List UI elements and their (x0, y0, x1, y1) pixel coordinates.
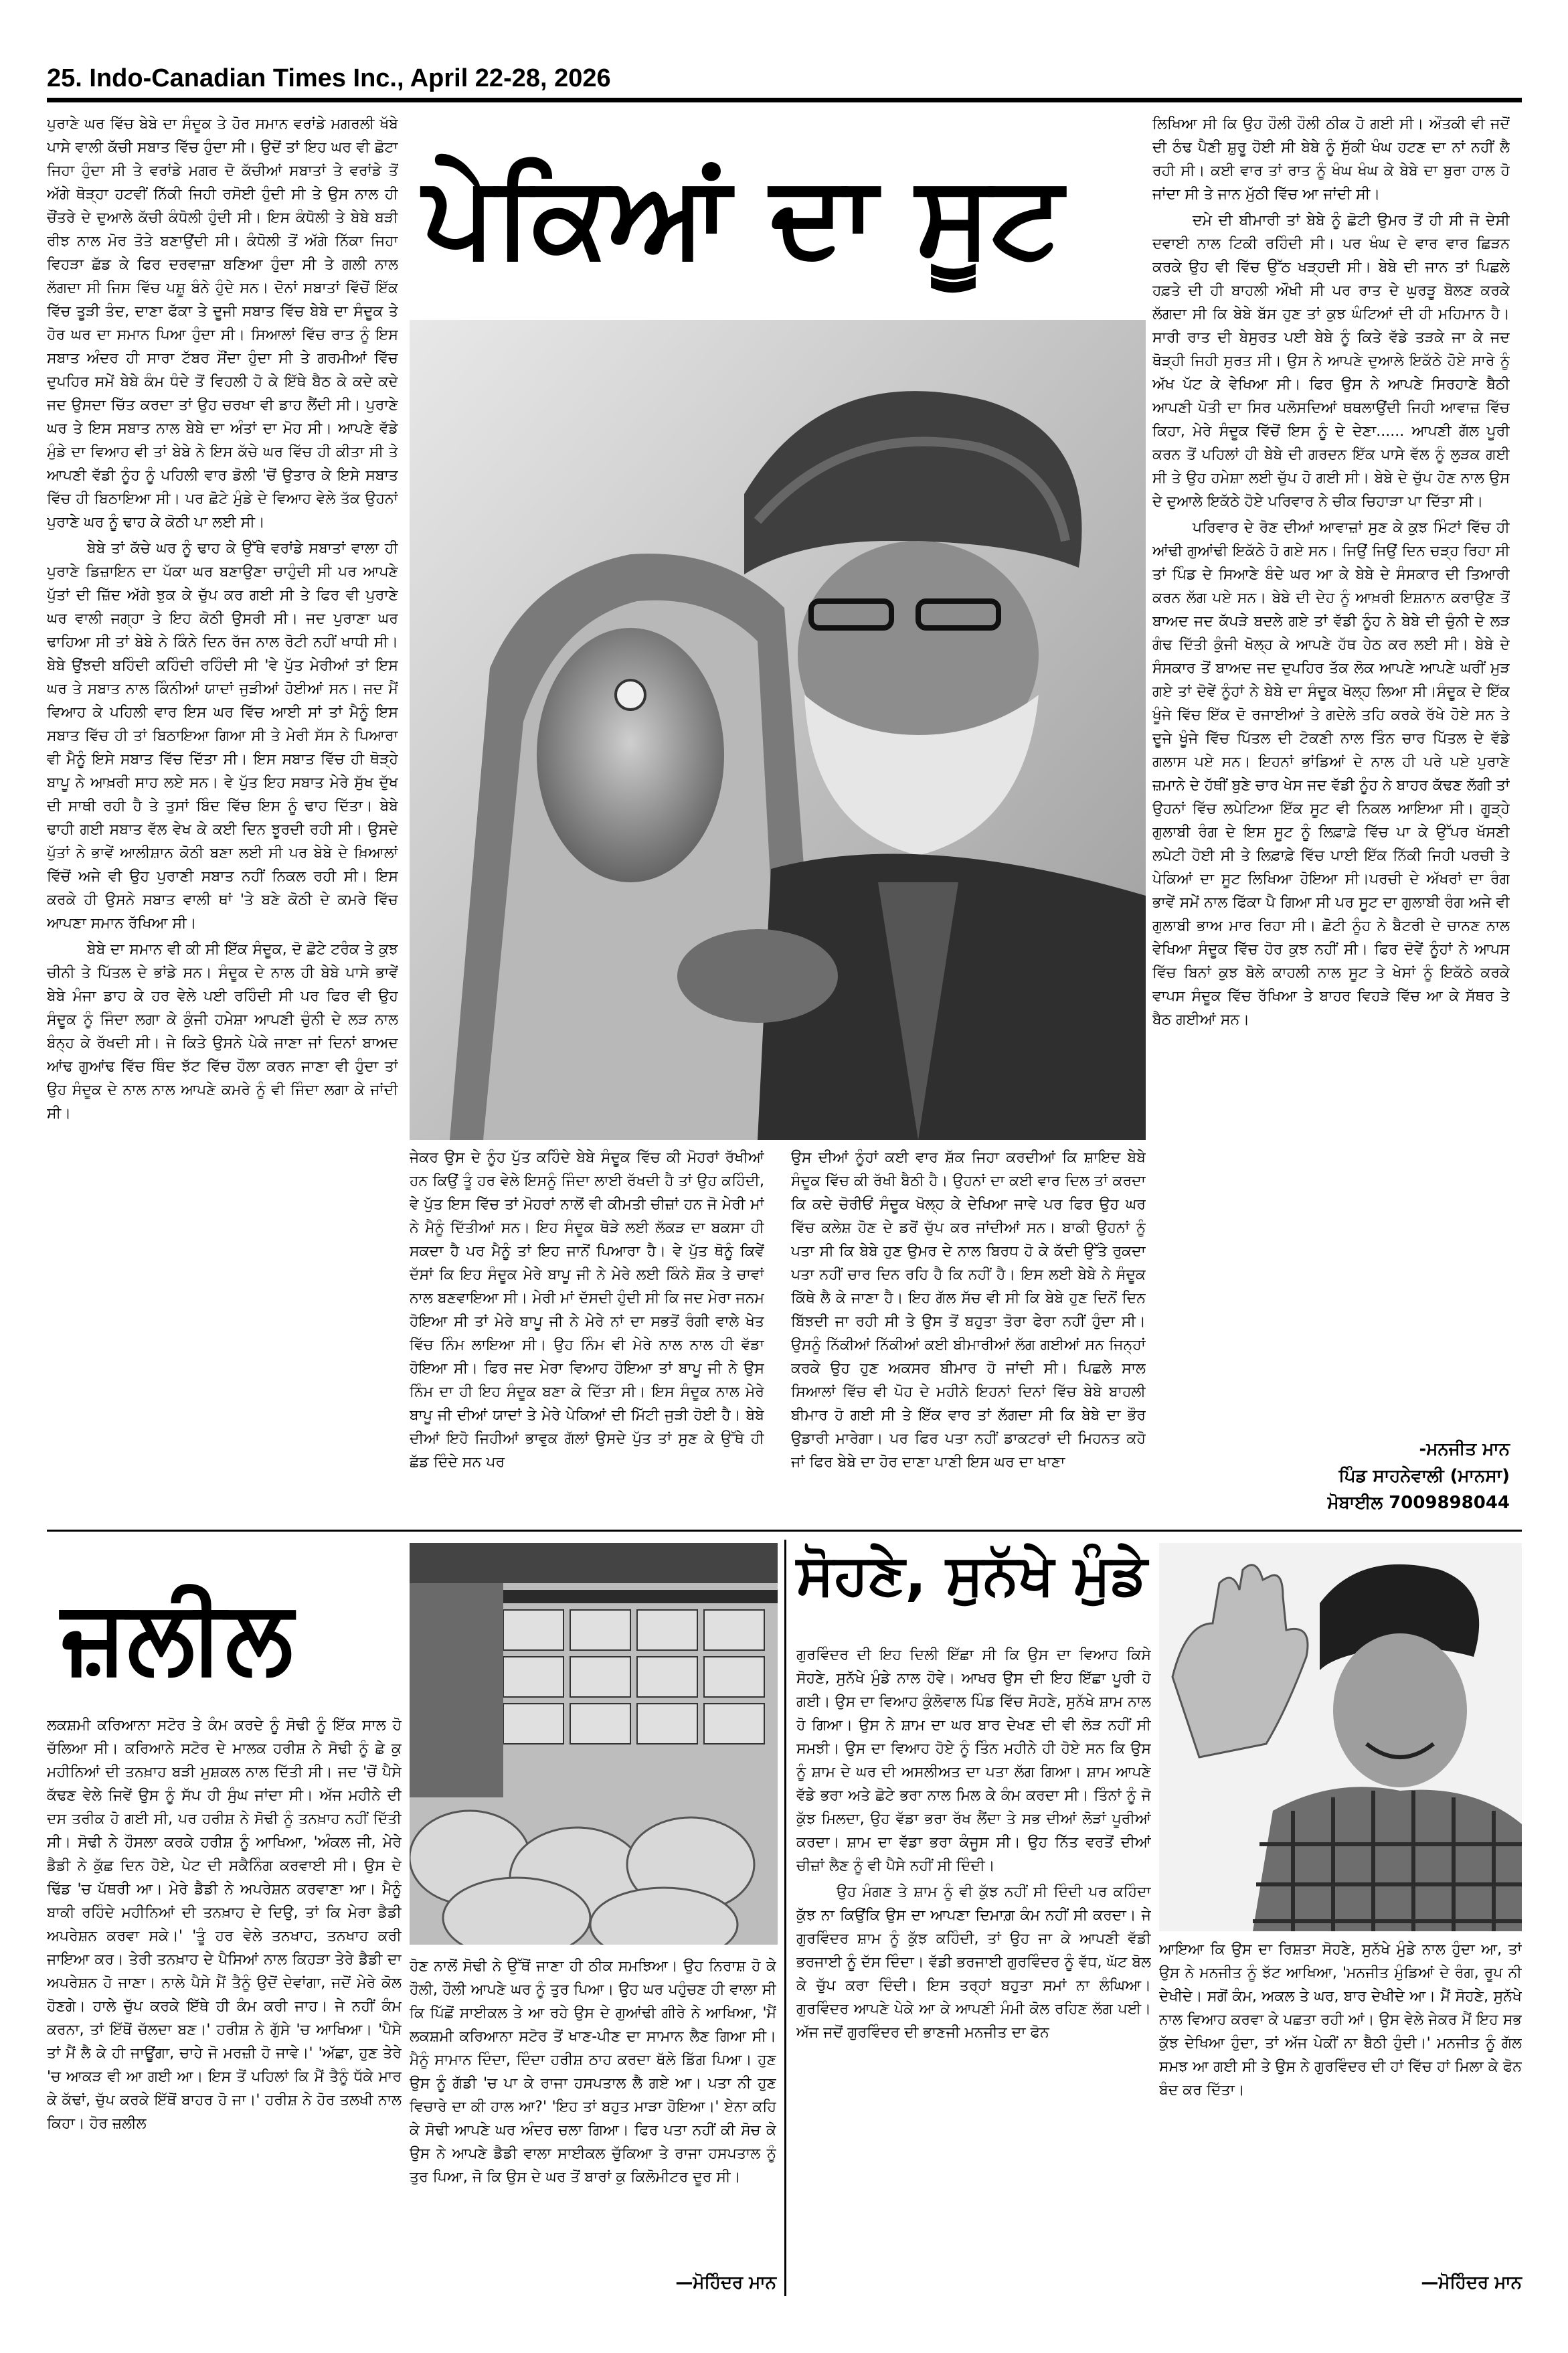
story3-col2 (1159, 1938, 1522, 2273)
grocery-store-shelves-photo (410, 1543, 778, 1945)
story2-col1 (47, 1714, 402, 2296)
column-divider (784, 1540, 786, 2296)
story1-col3 (791, 1146, 1146, 1477)
story1-photo (410, 320, 1146, 1140)
story3-photo (1159, 1543, 1522, 1931)
story3-col2-para: ਆਇਆ ਕਿ ਉਸ ਦਾ ਰਿਸ਼ਤਾ ਸੋਹਣੇ, ਸੁਨੱਖੇ ਮੁੰਡੇ ਨਾਲ ਹੁੰਦਾ ਆ, ਤਾਂ ਉਸ ਨੇ ਮਨਜੀਤ ਨੂੰ ਝੱਟ ਆਖਿਆ, 'ਮਨਜੀਤ ਮੁੰਡਿਆਂ ਦੇ ਰੰਗ, ਰੂਪ ਨੀ ਦੇਖੀਦੇ। ਸਗੋਂ ਕੰਮ, ਅਕਲ ਤੇ ਘਰ, ਬਾਰ ਦੇਖੀਦੇ ਆ। ਮੈਂ ਸੋਹਣੇ, ਸੁਨੱਖੇ ਨਾਲ ਵਿਆਹ ਕਰਵਾ ਕੇ ਪਛਤਾ ਰਹੀ ਆਂ। ਉਸ ਵੇਲੇ ਜੇਕਰ ਮੈਂ ਇਹ ਸਭ ਕੁੱਝ ਦੇਖਿਆ ਹੁੰਦਾ, ਤਾਂ ਅੱਜ ਪੇਕੀਂ ਨਾ ਬੈਠੀ ਹੁੰਦੀ।' ਮਨਜੀਤ ਨੂੰ ਗੱਲ ਸਮਝ ਆ ਗਈ ਸੀ ਤੇ ਉਸ ਨੇ ਗੁਰਵਿੰਦਰ ਦੀ ਹਾਂ ਵਿੱਚ ਹਾਂ ਮਿਲਾ ਕੇ ਫੋਨ ਬੰਦ ਕਰ ਦਿੱਤਾ। (1159, 1941, 1522, 2099)
story1-col1-para: ਪੁਰਾਣੇ ਘਰ ਵਿੱਚ ਬੇਬੇ ਦਾ ਸੰਦੂਕ ਤੇ ਹੋਰ ਸਮਾਨ ਵਰਾਂਡੇ ਮਗਰਲੀ ਖੱਬੇ ਪਾਸੇ ਵਾਲੀ ਕੱਚੀ ਸਬਾਤ ਵਿੱਚ ਹੁੰਦਾ ਸੀ। ਉਦੋਂ ਤਾਂ ਇਹ ਘਰ ਵੀ ਛੋਟਾ ਜਿਹਾ ਹੁੰਦਾ ਸੀ ਤੇ ਵਰਾਂਡੇ ਮਗਰ ਦੋ ਕੱਚੀਆਂ ਸਬਾਤਾਂ ਤੇ ਵਰਾਂਡੇ ਤੋਂ ਅੱਗੇ ਥੋੜ੍ਹਾ ਹਟਵੀਂ ਨਿੱਕੀ ਜਿਹੀ ਰਸੋਈ ਹੁੰਦੀ ਸੀ ਤੇ ਉਸ ਨਾਲ ਹੀ ਚੌਂਤਰੇ ਦੇ ਦੁਆਲੇ ਕੱਚੀ ਕੰਧੋਲੀ ਹੁੰਦੀ ਸੀ। ਇਸ ਕੰਧੋਲੀ ਤੇ ਬੇਬੇ ਬੜੀ ਰੀਝ ਨਾਲ ਮੋਰ ਤੋਤੇ ਬਣਾਉਂਦੀ ਸੀ। ਕੰਧੋਲੀ ਤੋਂ ਅੱਗੇ ਨਿੱਕਾ ਜਿਹਾ ਵਿਹੜਾ ਛੱਡ ਕੇ ਫਿਰ ਦਰਵਾਜ਼ਾ ਬਣਿਆ ਹੁੰਦਾ ਸੀ ਤੇ ਗਲੀ ਨਾਲ ਲੱਗਦਾ ਸੀ ਜਿਸ ਵਿੱਚ ਪਸ਼ੂ ਬੰਨੇ ਹੁੰਦੇ ਸਨ। ਦੋਨਾਂ ਸਬਾਤਾਂ ਵਿੱਚੋਂ ਇੱਕ ਵਿੱਚ ਤੂੜੀ ਤੰਦ, ਦਾਣਾ ਫੱਕਾ ਤੇ ਦੂਜੀ ਸਬਾਤ ਵਿੱਚ ਬੇਬੇ ਦਾ ਸੰਦੂਕ ਤੇ ਹੋਰ ਘਰ ਦਾ ਸਮਾਨ ਪਿਆ ਹੁੰਦਾ ਸੀ। ਸਿਆਲਾਂ ਵਿੱਚ ਰਾਤ ਨੂੰ ਇਸ ਸਬਾਤ ਅੰਦਰ ਹੀ ਸਾਰਾ ਟੱਬਰ ਸੌਂਦਾ ਹੁੰਦਾ ਸੀ ਤੇ ਗਰਮੀਆਂ ਵਿੱਚ ਦੁਪਹਿਰ ਸਮੇਂ ਬੇਬੇ ਕੰਮ ਧੰਦੇ ਤੋਂ ਵਿਹਲੀ ਹੋ ਕੇ ਇੱਥੇ ਬੈਠ ਕੇ ਕਦੇ ਕਦੇ ਜਦ ਉਸਦਾ ਚਿੱਤ ਕਰਦਾ ਤਾਂ ਉਹ ਚਰਖਾ ਵੀ ਡਾਹ ਲੈਂਦੀ ਸੀ। ਪੁਰਾਣੇ ਘਰ ਤੇ ਇਸ ਸਬਾਤ ਨਾਲ ਬੇਬੇ ਦਾ ਅੰਤਾਂ ਦਾ ਮੋਹ ਸੀ। ਆਪਣੇ ਵੱਡੇ ਮੁੰਡੇ ਦਾ ਵਿਆਹ ਵੀ ਤਾਂ ਬੇਬੇ ਨੇ ਇਸ ਕੱਚੇ ਘਰ ਵਿੱਚ ਹੀ ਕੀਤਾ ਸੀ ਤੇ ਆਪਣੀ ਵੱਡੀ ਨੂੰਹ ਨੂੰ ਪਹਿਲੀ ਵਾਰ ਡੋਲੀ 'ਚੋਂ ਉਤਾਰ ਕੇ ਇਸੇ ਸਬਾਤ ਵਿੱਚ ਹੀ ਬਿਠਾਇਆ ਸੀ। ਪਰ ਛੋਟੇ ਮੁੰਡੇ ਦੇ ਵਿਆਹ ਵੇਲੇ ਤੱਕ ਉਹਨਾਂ ਪੁਰਾਣੇ ਘਰ ਨੂੰ ਢਾਹ ਕੇ ਕੋਠੀ ਪਾ ਲਈ ਸੀ। (47, 116, 398, 531)
story1-byline-phone: ਮੋਬਾਈਲ 7009898044 (1327, 1493, 1510, 1513)
story1-byline-author: -ਮਨਜੀਤ ਮਾਨ (1419, 1439, 1510, 1459)
story3-headline: ਸੋਹਣੇ, ਸੁਨੱਖੇ ਮੁੰਡੇ (796, 1542, 1148, 1607)
young-man-waving-photo (1159, 1543, 1522, 1931)
story2-photo (410, 1543, 778, 1945)
story2-col1-para: ਲਕਸ਼ਮੀ ਕਰਿਆਨਾ ਸਟੋਰ ਤੇ ਕੰਮ ਕਰਦੇ ਨੂੰ ਸੋਢੀ ਨੂੰ ਇੱਕ ਸਾਲ ਹੋ ਚੱਲਿਆ ਸੀ। ਕਰਿਆਨੇ ਸਟੋਰ ਦੇ ਮਾਲਕ ਹਰੀਸ਼ ਨੇ ਸੋਢੀ ਨੂੰ ਛੇ ਕੁ ਮਹੀਨਿਆਂ ਦੀ ਤਨਖ਼ਾਹ ਬੜੀ ਮੁਸ਼ਕਲ ਨਾਲ ਦਿੱਤੀ ਸੀ। ਜਦ 'ਚੋਂ ਪੈਸੇ ਕੱਢਣ ਵੇਲੇ ਜਿਵੇਂ ਉਸ ਨੂੰ ਸੱਪ ਹੀ ਸੁੰਘ ਜਾਂਦਾ ਸੀ। ਅੱਜ ਮਹੀਨੇ ਦੀ ਦਸ ਤਰੀਕ ਹੋ ਗਈ ਸੀ, ਪਰ ਹਰੀਸ਼ ਨੇ ਸੋਢੀ ਨੂੰ ਤਨਖ਼ਾਹ ਨਹੀਂ ਦਿੱਤੀ ਸੀ। ਸੋਢੀ ਨੇ ਹੌਸਲਾ ਕਰਕੇ ਹਰੀਸ਼ ਨੂੰ ਆਖਿਆ, 'ਅੰਕਲ ਜੀ, ਮੇਰੇ ਡੈਡੀ ਨੇ ਕੁੱਛ ਦਿਨ ਹੋਏ, ਪੇਟ ਦੀ ਸਕੈਨਿੰਗ ਕਰਵਾਈ ਸੀ। ਉਸ ਦੇ ਢਿੱਡ 'ਚ ਪੱਥਰੀ ਆ। ਮੇਰੇ ਡੈਡੀ ਨੇ ਅਪਰੇਸ਼ਨ ਕਰਵਾਣਾ ਆ। ਮੈਨੂੰ ਬਾਕੀ ਰਹਿੰਦੇ ਮਹੀਨਿਆਂ ਦੀ ਤਨਖ਼ਾਹ ਦੇ ਦਿਉ, ਤਾਂ ਕਿ ਮੇਰਾ ਡੈਡੀ ਅਪਰੇਸ਼ਨ ਕਰਵਾ ਸਕੇ।' 'ਤੂੰ ਹਰ ਵੇਲੇ ਤਨਖਾਹ, ਤਨਖਾਹ ਕਰੀ ਜਾਇਆ ਕਰ। ਤੇਰੀ ਤਨਖ਼ਾਹ ਦੇ ਪੈਸਿਆਂ ਨਾਲ ਕਿਹੜਾ ਤੇਰੇ ਡੈਡੀ ਦਾ ਅਪਰੇਸ਼ਨ ਹੋ ਜਾਣਾ। ਨਾਲੇ ਪੈਸੇ ਮੈਂ ਤੈਨੂੰ ਉਦੋਂ ਦੇਵਾਂਗਾ, ਜਦੋਂ ਮੇਰੇ ਕੋਲ ਹੋਣਗੇ। ਹਾਲੇ ਚੁੱਪ ਕਰਕੇ ਇੱਥੇ ਹੀ ਕੰਮ ਕਰੀ ਜਾਹ। ਜੇ ਨਹੀਂ ਕੰਮ ਕਰਨਾ, ਤਾਂ ਇੱਥੋਂ ਚੱਲਦਾ ਬਣ।' ਹਰੀਸ਼ ਨੇ ਗੁੱਸੇ 'ਚ ਆਖਿਆ। 'ਪੈਸੇ ਤਾਂ ਮੈਂ ਲੈ ਕੇ ਹੀ ਜਾਊਂਗਾ, ਚਾਹੇ ਜੋ ਮਰਜ਼ੀ ਹੋ ਜਾਵੇ।' 'ਅੱਛਾ, ਹੁਣ ਤੇਰੇ 'ਚ ਆਕੜ ਵੀ ਆ ਗਈ ਆ। ਇਸ ਤੋਂ ਪਹਿਲਾਂ ਕਿ ਮੈਂ ਤੈਨੂੰ ਧੱਕੇ ਮਾਰ ਕੇ ਕੱਢਾਂ, ਚੁੱਪ ਕਰਕੇ ਇੱਥੋਂ ਬਾਹਰ ਹੋ ਜਾ।' ਹਰੀਸ਼ ਨੇ ਹੋਰ ਤਲਖੀ ਨਾਲ ਕਿਹਾ। ਹੋਰ ਜ਼ਲੀਲ (47, 1717, 402, 2132)
story3-byline: —ਮੋਹਿੰਦਰ ਮਾਨ (1421, 2273, 1522, 2293)
story1-col2-para: ਜੇਕਰ ਉਸ ਦੇ ਨੂੰਹ ਪੁੱਤ ਕਹਿੰਦੇ ਬੇਬੇ ਸੰਦੂਕ ਵਿੱਚ ਕੀ ਮੋਹਰਾਂ ਰੱਖੀਆਂ ਹਨ ਕਿਉਂ ਤੂੰ ਹਰ ਵੇਲੇ ਇਸਨੂੰ ਜਿੰਦਾ ਲਾਈ ਰੱਖਦੀ ਹੈ ਤਾਂ ਉਹ ਕਹਿੰਦੀ, ਵੇ ਪੁੱਤ ਇਸ ਵਿੱਚ ਤਾਂ ਮੋਹਰਾਂ ਨਾਲੋਂ ਵੀ ਕੀਮਤੀ ਚੀਜ਼ਾਂ ਹਨ ਜੋ ਮੇਰੀ ਮਾਂ ਨੇ ਮੈਨੂੰ ਦਿੱਤੀਆਂ ਸਨ। ਇਹ ਸੰਦੂਕ ਥੋੜੇ ਲਈ ਲੱਕੜ ਦਾ ਬਕਸਾ ਹੀ ਸਕਦਾ ਹੈ ਪਰ ਮੈਨੂੰ ਤਾਂ ਇਹ ਜਾਨੋਂ ਪਿਆਰਾ ਹੈ। ਵੇ ਪੁੱਤ ਥੋਨੂੰ ਕਿਵੇਂ ਦੱਸਾਂ ਕਿ ਇਹ ਸੰਦੂਕ ਮੇਰੇ ਬਾਪੂ ਜੀ ਨੇ ਮੇਰੇ ਲਈ ਕਿੰਨੇ ਸ਼ੌਕ ਤੇ ਚਾਵਾਂ ਨਾਲ ਬਣਵਾਇਆ ਸੀ। ਮੇਰੀ ਮਾਂ ਦੱਸਦੀ ਹੁੰਦੀ ਸੀ ਕਿ ਜਦ ਮੇਰਾ ਜਨਮ ਹੋਇਆ ਸੀ ਤਾਂ ਮੇਰੇ ਬਾਪੂ ਜੀ ਨੇ ਮੇਰੇ ਨਾਂ ਦਾ ਸਭਤੋਂ ਰੰਗੀ ਵਾਲੇ ਖੇਤ ਵਿੱਚ ਨਿੰਮ ਲਾਇਆ ਸੀ। ਉਹ ਨਿੰਮ ਵੀ ਮੇਰੇ ਨਾਲ ਨਾਲ ਹੀ ਵੱਡਾ ਹੋਇਆ ਸੀ। ਫਿਰ ਜਦ ਮੇਰਾ ਵਿਆਹ ਹੋਇਆ ਤਾਂ ਬਾਪੂ ਜੀ ਨੇ ਉਸ ਨਿੰਮ ਦਾ ਹੀ ਇਹ ਸੰਦੂਕ ਬਣਾ ਕੇ ਦਿੱਤਾ ਸੀ। ਇਸ ਸੰਦੂਕ ਨਾਲ ਮੇਰੇ ਬਾਪੂ ਜੀ ਦੀਆਂ ਯਾਦਾਂ ਤੇ ਮੇਰੇ ਪੇਕਿਆਂ ਦੀ ਮਿੱਟੀ ਜੁੜੀ ਹੋਈ ਹੈ। ਬੇਬੇ ਦੀਆਂ ਇਹੋ ਜਿਹੀਆਂ ਭਾਵੁਕ ਗੱਲਾਂ ਉਸਦੇ ਪੁੱਤ ਤਾਂ ਸੁਣ ਕੇ ਉੱਥੇ ਹੀ ਛੱਡ ਦਿੰਦੇ ਸਨ ਪਰ (410, 1149, 764, 1471)
story1-headline: ਪੇਕਿਆਂ ਦਾ ਸੂਟ (423, 150, 1063, 281)
story1-col4-para: ਪਰਿਵਾਰ ਦੇ ਰੋਣ ਦੀਆਂ ਆਵਾਜ਼ਾਂ ਸੁਣ ਕੇ ਕੁਝ ਮਿੰਟਾਂ ਵਿੱਚ ਹੀ ਆਂਢੀ ਗੁਆਂਢੀ ਇਕੱਠੇ ਹੋ ਗਏ ਸਨ। ਜਿਉਂ ਜਿਉਂ ਦਿਨ ਚੜ੍ਹ ਰਿਹਾ ਸੀ ਤਾਂ ਪਿੰਡ ਦੇ ਸਿਆਣੇ ਬੰਦੇ ਘਰ ਆ ਕੇ ਬੇਬੇ ਦੇ ਸੰਸਕਾਰ ਦੀ ਤਿਆਰੀ ਕਰਨ ਲੱਗ ਪਏ ਸਨ। ਬੇਬੇ ਦੀ ਦੇਹ ਨੂੰ ਆਖ਼ਰੀ ਇਸ਼ਨਾਨ ਕਰਾਉਣ ਤੋਂ ਬਾਅਦ ਜਦ ਕੱਪੜੇ ਬਦਲੇ ਗਏ ਤਾਂ ਵੱਡੀ ਨੂੰਹ ਨੇ ਬੇਬੇ ਦੀ ਚੁੰਨੀ ਦੇ ਲੜ ਗੰਢ ਦਿੱਤੀ ਕੁੰਜੀ ਖੋਲ੍ਹ ਕੇ ਆਪਣੇ ਹੱਥ ਹੇਠ ਕਰ ਲਈ ਸੀ। ਬੇਬੇ ਦੇ ਸੰਸਕਾਰ ਤੋਂ ਬਾਅਦ ਜਦ ਦੁਪਹਿਰ ਤੱਕ ਲੋਕ ਆਪਣੇ ਆਪਣੇ ਘਰੀਂ ਮੁੜ ਗਏ ਤਾਂ ਦੋਵੇਂ ਨੂੰਹਾਂ ਨੇ ਬੇਬੇ ਦਾ ਸੰਦੂਕ ਖੋਲ੍ਹ ਲਿਆ ਸੀ।ਸੰਦੂਕ ਦੇ ਇੱਕ ਖੂੰਜੇ ਵਿੱਚ ਇੱਕ ਦੋ ਰਜਾਈਆਂ ਤੇ ਗਦੇਲੇ ਤਹਿ ਕਰਕੇ ਰੱਖੇ ਹੋਏ ਸਨ ਤੇ ਦੂਜੇ ਖੂੰਜੇ ਵਿੱਚ ਪਿੱਤਲ ਦੀ ਟੋਕਣੀ ਨਾਲ ਤਿੰਨ ਚਾਰ ਪਿੱਤਲ ਦੇ ਵੱਡੇ ਗਲਾਸ ਪਏ ਸਨ। ਇਹਨਾਂ ਭਾਂਡਿਆਂ ਦੇ ਨਾਲ ਹੀ ਪਰੇ ਪਏ ਪੁਰਾਣੇ ਜ਼ਮਾਨੇ ਦੇ ਹੱਥੀਂ ਬੁਣੇ ਚਾਰ ਖੇਸ ਜਦ ਵੱਡੀ ਨੂੰਹ ਨੇ ਬਾਹਰ ਕੱਢਣ ਲੱਗੀ ਤਾਂ ਉਹਨਾਂ ਵਿੱਚ ਲਪੇਟਿਆ ਇੱਕ ਸੂਟ ਵੀ ਨਿਕਲ ਆਇਆ ਸੀ। ਗੂੜ੍ਹੇ ਗੁਲਾਬੀ ਰੰਗ ਦੇ ਇਸ ਸੂਟ ਨੂੰ ਲਿਫ਼ਾਫ਼ੇ ਵਿੱਚ ਪਾ ਕੇ ਉੱਪਰ ਖੱਸਣੀ ਲਪੇਟੀ ਹੋਈ ਸੀ ਤੇ ਲਿਫ਼ਾਫ਼ੇ ਵਿੱਚ ਪਾਈ ਇੱਕ ਨਿੱਕੀ ਜਿਹੀ ਪਰਚੀ ਤੇ ਪੇਕਿਆਂ ਦਾ ਸੂਟ ਲਿਖਿਆ ਹੋਇਆ ਸੀ।ਪਰਚੀ ਦੇ ਅੱਖਰਾਂ ਦਾ ਰੰਗ ਭਾਵੇਂ ਸਮੇਂ ਨਾਲ ਫਿੱਕਾ ਪੈ ਗਿਆ ਸੀ ਪਰ ਸੂਟ ਦਾ ਗੁਲਾਬੀ ਰੰਗ ਅਜੇ ਵੀ ਗੁਲਾਬੀ ਭਾਅ ਮਾਰ ਰਿਹਾ ਸੀ। ਛੋਟੀ ਨੂੰਹ ਨੇ ਬੈਟਰੀ ਦੇ ਚਾਨਣ ਨਾਲ ਵੇਖਿਆ ਸੰਦੂਕ ਵਿੱਚ ਹੋਰ ਕੁਝ ਨਹੀਂ ਸੀ। ਫਿਰ ਦੋਵੇਂ ਨੂੰਹਾਂ ਨੇ ਆਪਸ ਵਿੱਚ ਬਿਨਾਂ ਕੁਝ ਬੋਲੇ ਕਾਹਲੀ ਨਾਲ ਸੂਟ ਤੇ ਖੇਸਾਂ ਨੂੰ ਇਕੱਠੇ ਕਰਕੇ ਵਾਪਸ ਸੰਦੂਕ ਵਿੱਚ ਰੱਖਿਆ ਤੇ ਬਾਹਰ ਵਿਹੜੇ ਵਿੱਚ ਆ ਕੇ ਸੱਥਰ ਤੇ ਬੈਠ ਗਈਆਂ ਸਨ। (1152, 519, 1510, 1028)
page-header (47, 62, 1522, 102)
story1-col1-para: ਬੇਬੇ ਤਾਂ ਕੱਚੇ ਘਰ ਨੂੰ ਢਾਹ ਕੇ ਉੱਥੇ ਵਰਾਂਡੇ ਸਬਾਤਾਂ ਵਾਲਾ ਹੀ ਪੁਰਾਣੇ ਡਿਜ਼ਾਇਨ ਦਾ ਪੱਕਾ ਘਰ ਬਣਾਉਣਾ ਚਾਹੁੰਦੀ ਸੀ ਪਰ ਆਪਣੇ ਪੁੱਤਾਂ ਦੀ ਜ਼ਿੱਦ ਅੱਗੇ ਝੁਕ ਕੇ ਚੁੱਪ ਕਰ ਗਈ ਸੀ ਤੇ ਫਿਰ ਵੀ ਪੁਰਾਣੇ ਘਰ ਵਾਲੀ ਜਗ੍ਹਾ ਤੇ ਇਹ ਕੋਠੀ ਉਸਰੀ ਸੀ। ਜਦ ਪੁਰਾਣਾ ਘਰ ਢਾਹਿਆ ਸੀ ਤਾਂ ਬੇਬੇ ਨੇ ਕਿੰਨੇ ਦਿਨ ਰੱਜ ਨਾਲ ਰੋਟੀ ਨਹੀਂ ਖਾਧੀ ਸੀ। ਬੇਬੇ ਉਂਝਦੀ ਬਹਿੰਦੀ ਕਹਿੰਦੀ ਰਹਿੰਦੀ ਸੀ 'ਵੇ ਪੁੱਤ ਮੇਰੀਆਂ ਤਾਂ ਇਸ ਘਰ ਤੇ ਸਬਾਤ ਨਾਲ ਕਿੰਨੀਆਂ ਯਾਦਾਂ ਜੁੜੀਆਂ ਹੋਈਆਂ ਸਨ। ਜਦ ਮੈਂ ਵਿਆਹ ਕੇ ਪਹਿਲੀ ਵਾਰ ਇਸ ਘਰ ਵਿੱਚ ਆਈ ਸਾਂ ਤਾਂ ਮੈਨੂੰ ਇਸ ਸਬਾਤ ਵਿੱਚ ਹੀ ਤਾਂ ਬਿਠਾਇਆ ਗਿਆ ਸੀ ਤੇ ਮੇਰੀ ਸੱਸ ਨੇ ਪਿਆਰਾ ਵੀ ਮੈਨੂੰ ਇਸੇ ਸਬਾਤ ਵਿੱਚ ਦਿੱਤਾ ਸੀ। ਇਸ ਸਬਾਤ ਵਿੱਚ ਹੀ ਥੋੜ੍ਹੇ ਬਾਪੂ ਨੇ ਆਖ਼ਰੀ ਸਾਹ ਲਏ ਸਨ। ਵੇ ਪੁੱਤ ਇਹ ਸਬਾਤ ਮੇਰੇ ਸੁੱਖ ਦੁੱਖ ਦੀ ਸਾਥੀ ਰਹੀ ਹੈ ਤੇ ਤੁਸਾਂ ਬਿੰਦ ਵਿੱਚ ਇਸ ਨੂੰ ਢਾਹ ਦਿੱਤਾ। ਬੇਬੇ ਢਾਹੀ ਗਈ ਸਬਾਤ ਵੱਲ ਵੇਖ ਕੇ ਕਈ ਦਿਨ ਝੂਰਦੀ ਰਹੀ ਸੀ। ਉਸਦੇ ਪੁੱਤਾਂ ਨੇ ਭਾਵੇਂ ਆਲੀਸ਼ਾਨ ਕੋਠੀ ਬਣਾ ਲਈ ਸੀ ਪਰ ਬੇਬੇ ਦੇ ਖ਼ਿਆਲਾਂ ਵਿੱਚੋਂ ਅਜੇ ਵੀ ਉਹ ਪੁਰਾਣੀ ਸਬਾਤ ਨਹੀਂ ਨਿਕਲ ਰਹੀ ਸੀ। ਇਸ ਕਰਕੇ ਹੀ ਉਸਨੇ ਸਬਾਤ ਵਾਲੀ ਥਾਂ 'ਤੇ ਬਣੇ ਕੋਠੀ ਦੇ ਕਮਰੇ ਵਿੱਚ ਆਪਣਾ ਸਮਾਨ ਰੱਖਿਆ ਸੀ। (47, 540, 398, 932)
story3-col1-para: ਗੁਰਵਿੰਦਰ ਦੀ ਇਹ ਦਿਲੀ ਇੱਛਾ ਸੀ ਕਿ ਉਸ ਦਾ ਵਿਆਹ ਕਿਸੇ ਸੋਹਣੇ, ਸੁਨੱਖੇ ਮੁੰਡੇ ਨਾਲ ਹੋਵੇ। ਆਖਰ ਉਸ ਦੀ ਇਹ ਇੱਛਾ ਪੂਰੀ ਹੋ ਗਈ। ਉਸ ਦਾ ਵਿਆਹ ਕੁੰਲੋਵਾਲ ਪਿੰਡ ਵਿੱਚ ਸੋਹਣੇ, ਸੁਨੱਖੇ ਸ਼ਾਮ ਨਾਲ ਹੋ ਗਿਆ। ਉਸ ਨੇ ਸ਼ਾਮ ਦਾ ਘਰ ਬਾਰ ਦੇਖਣ ਦੀ ਵੀ ਲੋੜ ਨਹੀਂ ਸੀ ਸਮਝੀ। ਉਸ ਦਾ ਵਿਆਹ ਹੋਏ ਨੂੰ ਤਿੰਨ ਮਹੀਨੇ ਹੀ ਹੋਏ ਸਨ ਕਿ ਉਸ ਨੂੰ ਸ਼ਾਮ ਦੇ ਘਰ ਦੀ ਅਸਲੀਅਤ ਦਾ ਪਤਾ ਲੱਗ ਗਿਆ। ਸ਼ਾਮ ਆਪਣੇ ਵੱਡੇ ਭਰਾ ਅਤੇ ਛੋਟੇ ਭਰਾ ਨਾਲ ਮਿਲ ਕੇ ਕੰਮ ਕਰਦਾ ਸੀ। ਤਿੰਨਾਂ ਨੂੰ ਜੋ ਕੁੱਝ ਮਿਲਦਾ, ਉਹ ਵੱਡਾ ਭਰਾ ਰੱਖ ਲੈਂਦਾ ਤੇ ਸਭ ਦੀਆਂ ਲੋੜਾਂ ਪੂਰੀਆਂ ਕਰਦਾ। ਸ਼ਾਮ ਦਾ ਵੱਡਾ ਭਰਾ ਕੰਜੂਸ ਸੀ। ਉਹ ਨਿੱਤ ਵਰਤੋਂ ਦੀਆਂ ਚੀਜ਼ਾਂ ਲੈਣ ਨੂੰ ਵੀ ਪੈਸੇ ਨਹੀਂ ਸੀ ਦਿੰਦੀ। (796, 1647, 1151, 1874)
story1-col1-para: ਬੇਬੇ ਦਾ ਸਮਾਨ ਵੀ ਕੀ ਸੀ ਇੱਕ ਸੰਦੂਕ, ਦੋ ਛੋਟੇ ਟਰੰਕ ਤੇ ਕੁਝ ਚੀਨੀ ਤੇ ਪਿੱਤਲ ਦੇ ਭਾਂਡੇ ਸਨ। ਸੰਦੂਕ ਦੇ ਨਾਲ ਹੀ ਬੇਬੇ ਪਾਸੇ ਭਾਵੇਂ ਬੇਬੇ ਮੰਜਾ ਡਾਹ ਕੇ ਹਰ ਵੇਲੇ ਪਈ ਰਹਿੰਦੀ ਸੀ ਪਰ ਫਿਰ ਵੀ ਉਹ ਸੰਦੂਕ ਨੂੰ ਜਿੰਦਾ ਲਗਾ ਕੇ ਕੁੰਜੀ ਹਮੇਸ਼ਾ ਆਪਣੀ ਚੁੰਨੀ ਦੇ ਲੜ ਨਾਲ ਬੰਨ੍ਹ ਕੇ ਰੱਖਦੀ ਸੀ। ਜੇ ਕਿਤੇ ਉਸਨੇ ਪੇਕੇ ਜਾਣਾ ਜਾਂ ਦਿਨਾਂ ਬਾਅਦ ਆਂਢ ਗੁਆਂਢ ਵਿੱਚ ਥਿੰਦ ਝੱਟ ਵਿੱਚ ਹੌਲਾ ਕਰਨ ਜਾਣਾ ਵੀ ਹੁੰਦਾ ਤਾਂ ਉਹ ਸੰਦੂਕ ਦੇ ਨਾਲ ਨਾਲ ਆਪਣੇ ਕਮਰੇ ਨੂੰ ਵੀ ਜਿੰਦਾ ਲਗਾ ਕੇ ਜਾਂਦੀ ਸੀ। (47, 941, 398, 1122)
story1-col2 (410, 1146, 764, 1477)
story3-col1-para: ਉਹ ਮੰਗਣ ਤੇ ਸ਼ਾਮ ਨੂੰ ਵੀ ਕੁੱਝ ਨਹੀਂ ਸੀ ਦਿੰਦੀ ਪਰ ਕਹਿੰਦਾ ਕੁੱਝ ਨਾ ਕਿਉਂਕਿ ਉਸ ਦਾ ਆਪਣਾ ਦਿਮਾਗ਼ ਕੰਮ ਨਹੀਂ ਸੀ ਕਰਦਾ। ਜੇ ਗੁਰਵਿੰਦਰ ਸ਼ਾਮ ਨੂੰ ਕੁੱਝ ਕਹਿੰਦੀ, ਤਾਂ ਉਹ ਜਾ ਕੇ ਆਪਣੀ ਵੱਡੀ ਭਰਜਾਈ ਨੂੰ ਦੱਸ ਦਿੰਦਾ। ਵੱਡੀ ਭਰਜਾਈ ਗੁਰਵਿੰਦਰ ਨੂੰ ਵੱਧ, ਘੱਟ ਬੋਲ ਕੇ ਚੁੱਪ ਕਰਾ ਦਿੰਦੀ। ਇਸ ਤਰ੍ਹਾਂ ਬਹੁਤਾ ਸਮਾਂ ਨਾ ਲੰਘਿਆ। ਗੁਰਵਿੰਦਰ ਆਪਣੇ ਪੇਕੇ ਆ ਕੇ ਆਪਣੀ ਮੰਮੀ ਕੋਲ ਰਹਿਣ ਲੱਗ ਪਈ। ਅੱਜ ਜਦੋਂ ਗੁਰਵਿੰਦਰ ਦੀ ਭਾਣਜੀ ਮਨਜੀਤ ਦਾ ਫੋਨ (796, 1884, 1151, 2041)
story1-col4 (1152, 112, 1510, 1425)
story1-col4-para: ਲਿਖਿਆ ਸੀ ਕਿ ਉਹ ਹੌਲੀ ਹੌਲੀ ਠੀਕ ਹੋ ਗਈ ਸੀ। ਔਤਕੀ ਵੀ ਜਦੋਂ ਦੀ ਠੰਢ ਪੈਣੀ ਸ਼ੁਰੂ ਹੋਈ ਸੀ ਬੇਬੇ ਨੂੰ ਸੁੱਕੀ ਖੰਘ ਹਟਣ ਦਾ ਨਾਂ ਨਹੀਂ ਲੈ ਰਹੀ ਸੀ। ਕਈ ਵਾਰ ਤਾਂ ਰਾਤ ਨੂੰ ਖੰਘ ਖੰਘ ਕੇ ਬੇਬੇ ਦਾ ਬੁਰਾ ਹਾਲ ਹੋ ਜਾਂਦਾ ਸੀ ਤੇ ਜਾਨ ਮੁੱਠੀ ਵਿੱਚ ਆ ਜਾਂਦੀ ਸੀ। (1152, 116, 1510, 203)
story2-byline: —ਮੋਹਿੰਦਰ ਮਾਨ (675, 2273, 776, 2293)
story1-col4-para: ਦਮੇ ਦੀ ਬੀਮਾਰੀ ਤਾਂ ਬੇਬੇ ਨੂੰ ਛੋਟੀ ਉਮਰ ਤੋਂ ਹੀ ਸੀ ਜੋ ਦੇਸੀ ਦਵਾਈ ਨਾਲ ਟਿਕੀ ਰਹਿੰਦੀ ਸੀ। ਪਰ ਖੰਘ ਦੇ ਵਾਰ ਵਾਰ ਛਿੜਨ ਕਰਕੇ ਉਹ ਵੀ ਵਿੱਚ ਉੱਠ ਖੜ੍ਹਦੀ ਸੀ। ਬੇਬੇ ਦੀ ਜਾਨ ਤਾਂ ਪਿਛਲੇ ਹਫ਼ਤੇ ਦੀ ਹੀ ਬਾਹਲੀ ਔਖੀ ਸੀ ਪਰ ਰਾਤ ਦੇ ਘੁਰੜੂ ਬੋਲਣ ਕਰਕੇ ਲੱਗਦਾ ਸੀ ਕਿ ਬੇਬੇ ਬੱਸ ਹੁਣ ਤਾਂ ਕੁਝ ਘੰਟਿਆਂ ਦੀ ਹੀ ਮਹਿਮਾਨ ਹੈ। ਸਾਰੀ ਰਾਤ ਦੀ ਬੇਸੁਰਤ ਪਈ ਬੇਬੇ ਨੂੰ ਕਿਤੇ ਵੱਡੇ ਤੜਕੇ ਜਾ ਕੇ ਜਦ ਥੋੜ੍ਹੀ ਜਿਹੀ ਸੁਰਤ ਸੀ। ਉਸ ਨੇ ਆਪਣੇ ਦੁਆਲੇ ਇਕੱਠੇ ਹੋਏ ਸਾਰੇ ਨੂੰ ਅੱਖ ਪੱਟ ਕੇ ਵੇਖਿਆ ਸੀ। ਫਿਰ ਉਸ ਨੇ ਆਪਣੇ ਸਿਰਹਾਣੇ ਬੈਠੀ ਆਪਣੀ ਪੋਤੀ ਦਾ ਸਿਰ ਪਲੋਸਦਿਆਂ ਥਥਲਾਉਂਦੀ ਜਿਹੀ ਆਵਾਜ਼ ਵਿੱਚ ਕਿਹਾ, ਮੇਰੇ ਸੰਦੂਕ ਵਿੱਚੋਂ ਇਸ ਨੂੰ ਦੇ ਦੇਣਾ...... ਆਪਣੀ ਗੱਲ ਪੂਰੀ ਕਰਨ ਤੋਂ ਪਹਿਲਾਂ ਹੀ ਬੇਬੇ ਦੀ ਗਰਦਨ ਇੱਕ ਪਾਸੇ ਵੱਲ ਨੂੰ ਲੁੜਕ ਗਈ ਸੀ ਤੇ ਉਹ ਹਮੇਸ਼ਾ ਲਈ ਚੁੱਪ ਹੋ ਗਈ ਸੀ। ਬੇਬੇ ਦੇ ਚੁੱਪ ਹੋਣ ਨਾਲ ਉਸ ਦੇ ਦੁਆਲੇ ਇਕੱਠੇ ਹੋਏ ਪਰਿਵਾਰ ਨੇ ਚੀਕ ਚਿਹਾੜਾ ਪਾ ਦਿੱਤਾ ਸੀ। (1152, 212, 1510, 510)
bride-and-father-embrace-photo (410, 320, 1146, 1140)
folio: 25. Indo-Canadian Times Inc., April 22-28, 2026 (47, 64, 611, 92)
story2-headline: ਜ਼ਲੀਲ (62, 1578, 293, 1695)
story1-col1 (47, 112, 398, 1475)
header-rule (47, 98, 1522, 102)
story2-col2 (410, 1955, 776, 2269)
story1-byline-village: ਪਿੰਡ ਸਾਹਨੇਵਾਲੀ (ਮਾਨਸਾ) (1338, 1466, 1510, 1486)
story1-col3-para: ਉਸ ਦੀਆਂ ਨੂੰਹਾਂ ਕਈ ਵਾਰ ਸ਼ੱਕ ਜਿਹਾ ਕਰਦੀਆਂ ਕਿ ਸ਼ਾਇਦ ਬੇਬੇ ਸੰਦੂਕ ਵਿੱਚ ਕੀ ਰੱਖੀ ਬੈਠੀ ਹੈ। ਉਹਨਾਂ ਦਾ ਕਈ ਵਾਰ ਦਿਲ ਤਾਂ ਕਰਦਾ ਕਿ ਕਦੇ ਚੋਰੀਓਂ ਸੰਦੂਕ ਖੋਲ੍ਹ ਕੇ ਦੇਖਿਆ ਜਾਵੇ ਪਰ ਫਿਰ ਉਹ ਘਰ ਵਿੱਚ ਕਲੇਸ਼ ਹੋਣ ਦੇ ਡਰੋਂ ਚੁੱਪ ਕਰ ਜਾਂਦੀਆਂ ਸਨ। ਬਾਕੀ ਉਹਨਾਂ ਨੂੰ ਪਤਾ ਸੀ ਕਿ ਬੇਬੇ ਹੁਣ ਉਮਰ ਦੇ ਨਾਲ ਬਿਰਧ ਹੋ ਕੇ ਕੱਦੀ ਉੱਤੇ ਰੁਕਦਾ ਪਤਾ ਨਹੀਂ ਚਾਰ ਦਿਨ ਰਹਿ ਹੈ ਕਿ ਨਹੀਂ ਹੈ। ਇਸ ਲਈ ਬੇਬੇ ਨੇ ਸੰਦੂਕ ਕਿੱਥੇ ਲੈ ਕੇ ਜਾਣਾ ਹੈ। ਇਹ ਗੱਲ ਸੱਚ ਵੀ ਸੀ ਕਿ ਬੇਬੇ ਹੁਣ ਦਿਨੋਂ ਦਿਨ ਬਿੱਝਦੀ ਜਾ ਰਹੀ ਸੀ ਤੇ ਉਸ ਤੋਂ ਬਹੁਤਾ ਤੋਰਾ ਫੇਰਾ ਨਹੀਂ ਹੁੰਦਾ ਸੀ। ਉਸਨੂੰ ਨਿੱਕੀਆਂ ਨਿੱਕੀਆਂ ਕਈ ਬੀਮਾਰੀਆਂ ਲੱਗ ਗਈਆਂ ਸਨ ਜਿਨ੍ਹਾਂ ਕਰਕੇ ਉਹ ਹੁਣ ਅਕਸਰ ਬੀਮਾਰ ਹੋ ਜਾਂਦੀ ਸੀ। ਪਿਛਲੇ ਸਾਲ ਸਿਆਲਾਂ ਵਿੱਚ ਵੀ ਪੋਹ ਦੇ ਮਹੀਨੇ ਇਹਨਾਂ ਦਿਨਾਂ ਵਿੱਚ ਬੇਬੇ ਬਾਹਲੀ ਬੀਮਾਰ ਹੋ ਗਈ ਸੀ ਤੇ ਇੱਕ ਵਾਰ ਤਾਂ ਲੱਗਦਾ ਸੀ ਕਿ ਬੇਬੇ ਦਾ ਭੌਰ ਉਡਾਰੀ ਮਾਰੇਗਾ। ਪਰ ਫਿਰ ਪਤਾ ਨਹੀਂ ਡਾਕਟਰਾਂ ਦੀ ਮਿਹਨਤ ਕਹੋ ਜਾਂ ਫਿਰ ਬੇਬੇ ਦਾ ਹੋਰ ਦਾਣਾ ਪਾਣੀ ਇਸ ਘਰ ਦਾ ਖਾਣਾ (791, 1149, 1146, 1471)
story3-col1 (796, 1643, 1151, 2303)
story2-col2-para: ਹੋਣ ਨਾਲੋਂ ਸੋਢੀ ਨੇ ਉੱਥੋਂ ਜਾਣਾ ਹੀ ਠੀਕ ਸਮਝਿਆ। ਉਹ ਨਿਰਾਸ਼ ਹੋ ਕੇ ਹੌਲੀ, ਹੌਲੀ ਆਪਣੇ ਘਰ ਨੂੰ ਤੁਰ ਪਿਆ। ਉਹ ਘਰ ਪਹੁੰਚਣ ਹੀ ਵਾਲਾ ਸੀ ਕਿ ਪਿੱਛੋਂ ਸਾਈਕਲ ਤੇ ਆ ਰਹੇ ਉਸ ਦੇ ਗੁਆਂਢੀ ਗੀਰੇ ਨੇ ਆਖਿਆ, 'ਮੈਂ ਲਕਸ਼ਮੀ ਕਰਿਆਨਾ ਸਟੋਰ ਤੋਂ ਖਾਣ-ਪੀਣ ਦਾ ਸਾਮਾਨ ਲੈਣ ਗਿਆ ਸੀ। ਮੈਨੂੰ ਸਾਮਾਨ ਦਿੰਦਾ, ਦਿੰਦਾ ਹਰੀਸ਼ ਠਾਹ ਕਰਦਾ ਥੱਲੇ ਡਿੱਗ ਪਿਆ। ਹੁਣ ਉਸ ਨੂੰ ਗੱਡੀ 'ਚ ਪਾ ਕੇ ਰਾਜਾ ਹਸਪਤਾਲ ਲੈ ਗਏ ਆ। ਪਤਾ ਨੀ ਹੁਣ ਵਿਚਾਰੇ ਦਾ ਕੀ ਹਾਲ ਆ?' 'ਇਹ ਤਾਂ ਬਹੁਤ ਮਾੜਾ ਹੋਇਆ।' ਏਨਾ ਕਹਿ ਕੇ ਸੋਢੀ ਆਪਣੇ ਘਰ ਅੰਦਰ ਚਲਾ ਗਿਆ। ਫਿਰ ਪਤਾ ਨਹੀਂ ਕੀ ਸੋਚ ਕੇ ਉਸ ਨੇ ਆਪਣੇ ਡੈਡੀ ਵਾਲਾ ਸਾਈਕਲ ਚੁੱਕਿਆ ਤੇ ਰਾਜਾ ਹਸਪਤਾਲ ਨੂੰ ਤੁਰ ਪਿਆ, ਜੋ ਕਿ ਉਸ ਦੇ ਘਰ ਤੋਂ ਬਾਰਾਂ ਕੁ ਕਿਲੋਮੀਟਰ ਦੂਰ ਸੀ। (410, 1958, 776, 2186)
section-divider (47, 1530, 1522, 1532)
